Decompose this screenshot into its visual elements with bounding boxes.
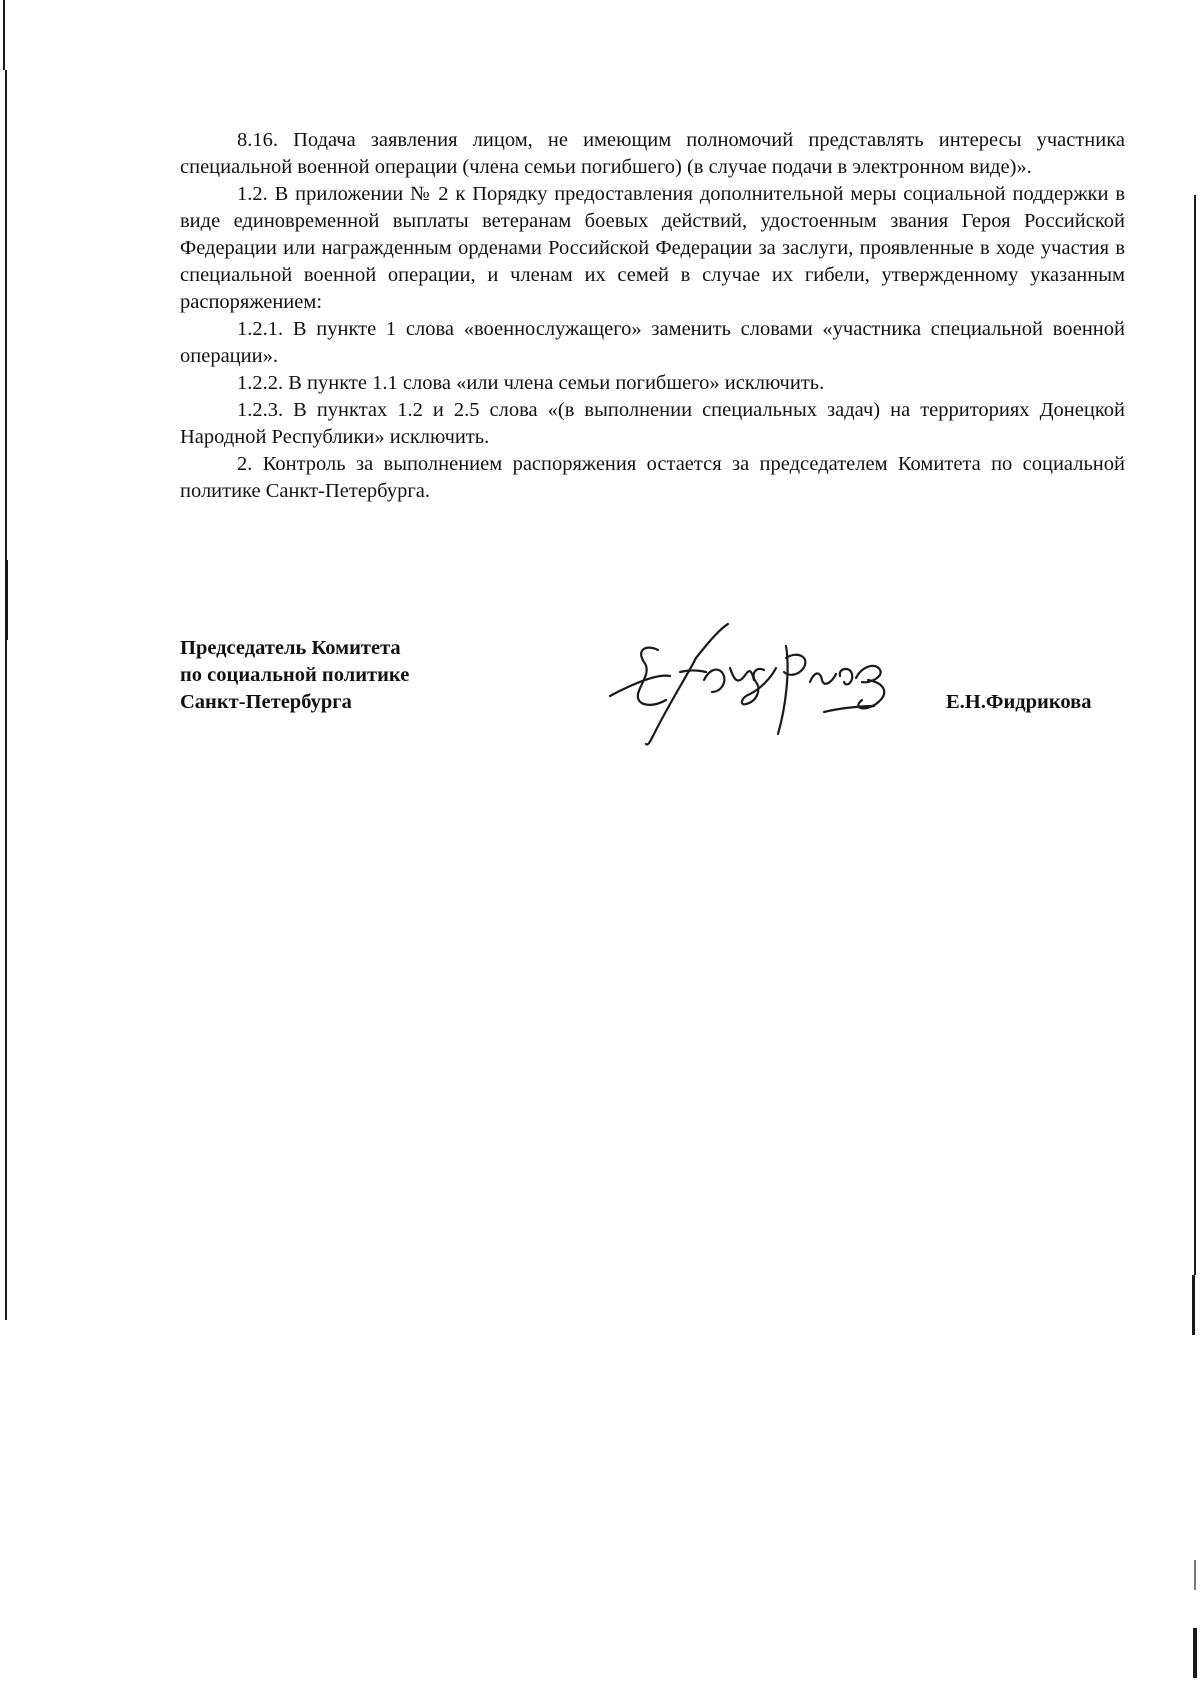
- position-line-1: Председатель Комитета: [180, 637, 401, 659]
- paragraph-2: 2. Контроль за выполнением распоряжения остается за председателем Комитета по социальной политике Санкт-Петербурга.: [180, 453, 1125, 502]
- scan-edge-left-mark: [5, 560, 8, 640]
- document-body: [180, 127, 1125, 505]
- paragraph-1-2-3: 1.2.3. В пунктах 1.2 и 2.5 слова «(в выполнении специальных задач) на территориях Донецкой Народной Республики» исключить.: [180, 399, 1125, 448]
- signer-name: Е.Н.Фидрикова: [946, 691, 1092, 713]
- scan-edge-right-dots: [1194, 1560, 1196, 1590]
- signatory-position: [180, 635, 409, 716]
- scan-edge-left-top: [3, 0, 5, 70]
- scan-edge-left: [5, 70, 7, 1320]
- paragraph-8-16: 8.16. Подача заявления лицом, не имеющим полномочий представлять интересы участника специальной военной операции (члена семьи погибшего) (в случае подачи в электронном виде)».: [180, 129, 1125, 178]
- scan-edge-right: [1194, 195, 1196, 1275]
- paragraph-1-2-2: 1.2.2. В пункте 1.1 слова «или члена семьи погибшего» исключить.: [237, 372, 825, 394]
- paragraph-1-2: 1.2. В приложении № 2 к Порядку предоставления дополнительной меры социальной поддержки в виде единовременной выплаты ветеранам боевых действий, удостоенным звания Героя Российской Федерации или награжденным орденами Российской Федерации за заслуги, проявленные в ходе участия в специальной военной операции, и членам их семей в случае их гибели, утвержденному указанным распоряжением:: [180, 183, 1125, 313]
- paragraph-1-2-1: 1.2.1. В пункте 1 слова «военнослужащего» заменить словами «участника специальной военной операции».: [180, 318, 1125, 367]
- position-line-2: по социальной политике: [180, 664, 410, 686]
- position-line-3: Санкт-Петербурга: [180, 691, 352, 713]
- scan-edge-right-mark: [1192, 1275, 1195, 1335]
- scan-edge-right-bottom: [1193, 1628, 1197, 1678]
- handwritten-signature-icon: [600, 610, 920, 750]
